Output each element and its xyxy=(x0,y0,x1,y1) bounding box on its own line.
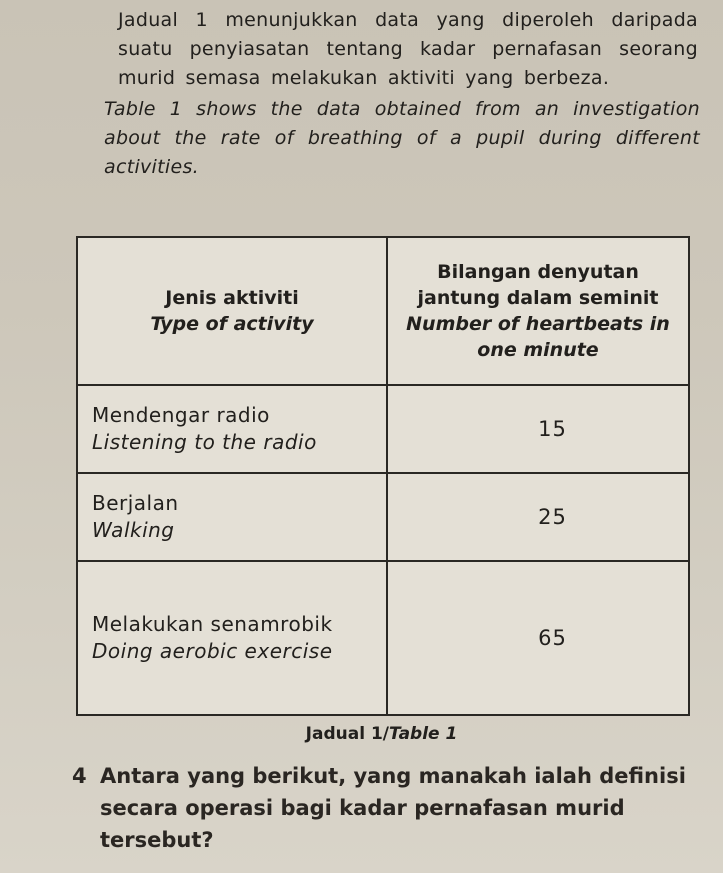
question-number: 4 xyxy=(72,764,87,788)
heartbeat-value: 25 xyxy=(387,473,689,561)
heartbeat-value: 15 xyxy=(387,385,689,473)
activity-malay: Berjalan xyxy=(92,491,179,515)
header-activity xyxy=(77,237,387,385)
table-row xyxy=(77,473,689,561)
header-activity-malay: Jenis aktiviti xyxy=(165,287,299,309)
intro-paragraph xyxy=(104,6,700,182)
header-heartbeats xyxy=(387,237,689,385)
header-heartbeats-english: Number of heartbeats in one minute xyxy=(406,313,670,361)
activity-cell xyxy=(77,385,387,473)
table-row xyxy=(77,561,689,715)
activity-cell xyxy=(77,561,387,715)
data-table xyxy=(76,236,690,716)
table-header-row xyxy=(77,237,689,385)
table-caption xyxy=(0,724,723,744)
table-row xyxy=(77,385,689,473)
intro-text-english: Table 1 shows the data obtained from an investigation about the rate of breathing of a pupil during different activities. xyxy=(104,98,700,178)
activity-english: Doing aerobic exercise xyxy=(92,639,333,663)
activity-malay: Melakukan senamrobik xyxy=(92,612,333,636)
activity-cell xyxy=(77,473,387,561)
caption-malay: Jadual 1 xyxy=(305,724,383,744)
question-block xyxy=(72,760,702,856)
header-heartbeats-malay: Bilangan denyutan jantung dalam seminit xyxy=(417,261,659,309)
activity-english: Listening to the radio xyxy=(92,430,317,454)
question-text: Antara yang berikut, yang manakah ialah definisi secara operasi bagi kadar pernafasan murid tersebut? xyxy=(100,764,686,852)
intro-text-malay: Jadual 1 menunjukkan data yang diperoleh daripada suatu penyiasatan tentang kadar pernafasan seorang murid semasa melakukan aktiviti yang berbeza. xyxy=(118,9,698,89)
caption-english: Table 1 xyxy=(389,724,458,744)
activity-malay: Mendengar radio xyxy=(92,403,270,427)
header-activity-english: Type of activity xyxy=(150,313,314,335)
heartbeat-value: 65 xyxy=(387,561,689,715)
activity-english: Walking xyxy=(92,518,175,542)
caption-separator: / xyxy=(382,724,389,744)
